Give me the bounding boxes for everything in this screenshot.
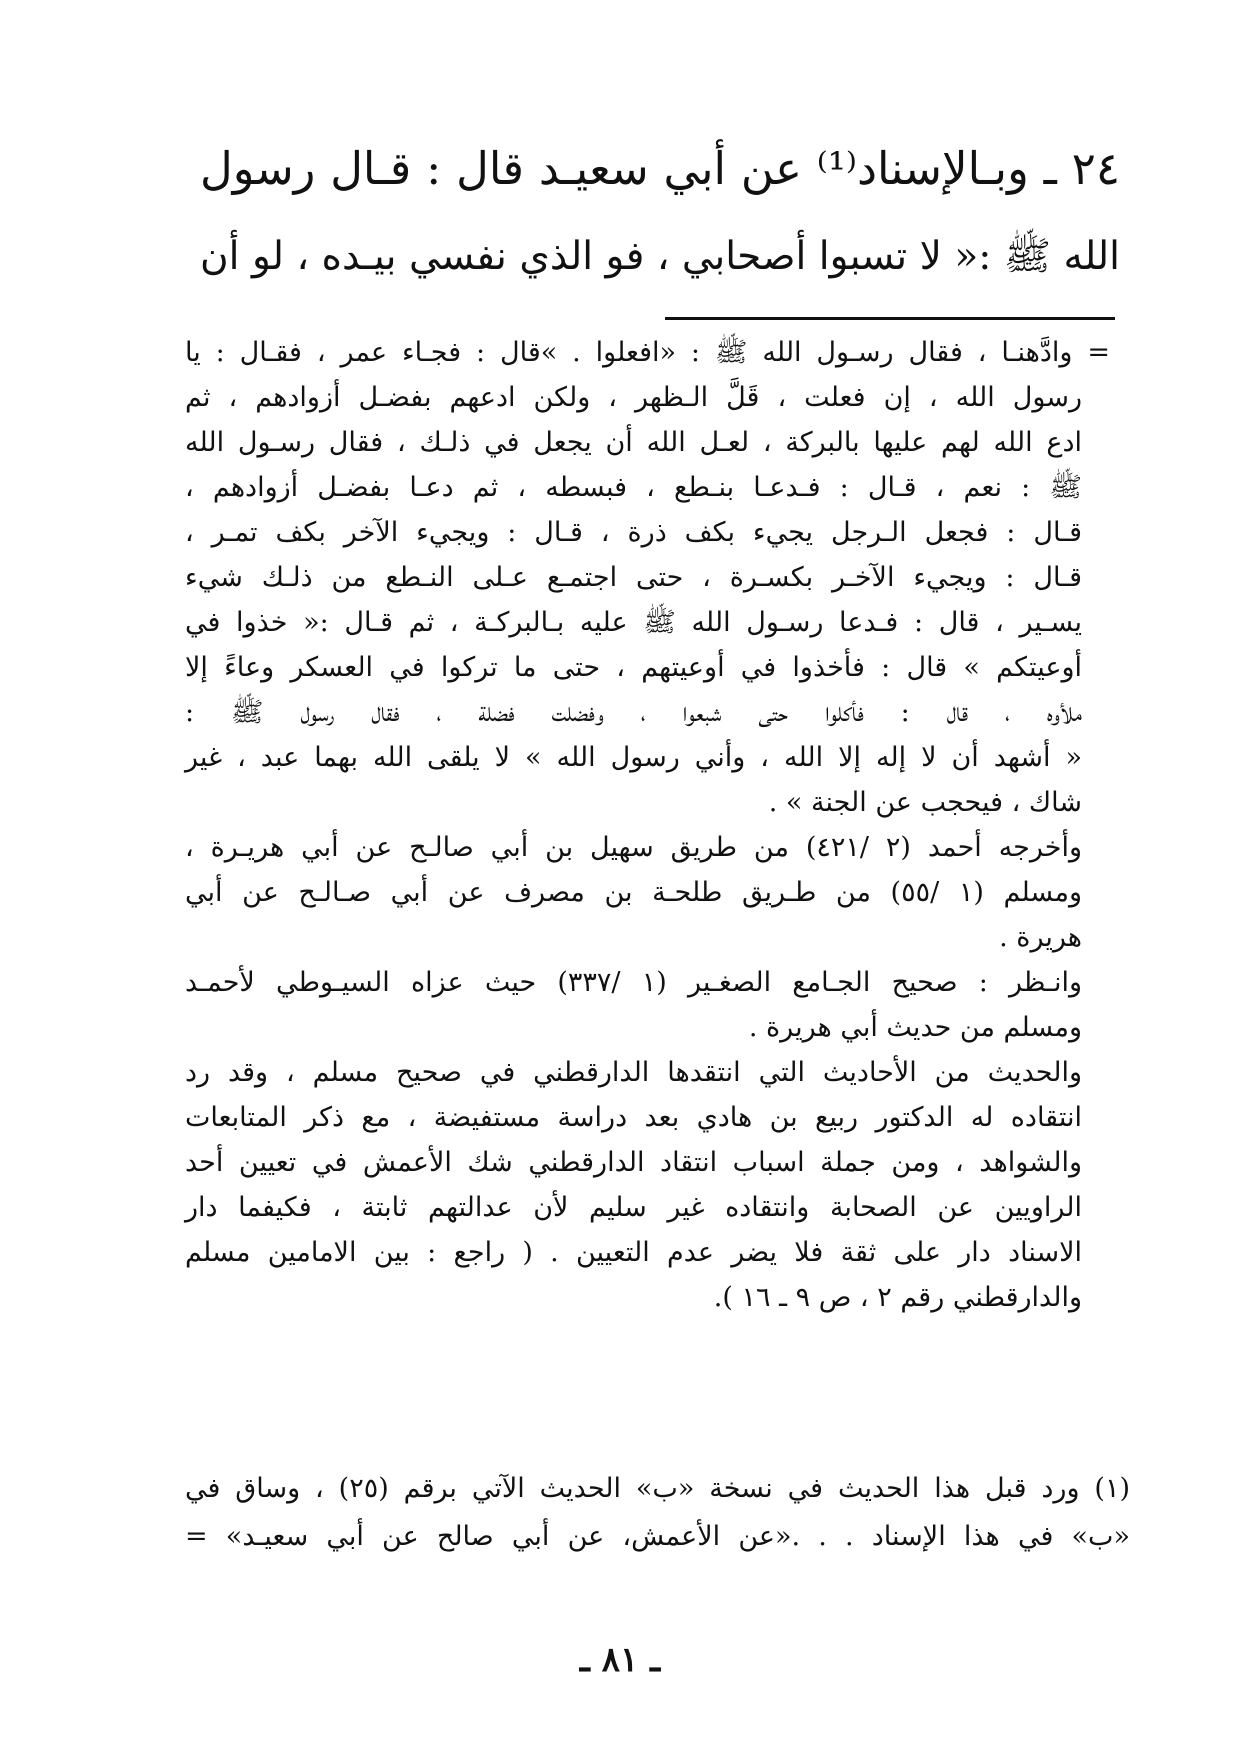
footnote-line: رسول الله ، إن فعلت ، قَلَّ الـظهر ، ولكن ادعهم بفضـل أزوادهم ، ثم [185,382,1082,413]
page-number: ـ ٨١ ـ [579,1640,661,1680]
footnotes-block [185,330,1110,1320]
footnote-separator [665,317,1115,320]
footnote-line: ﷺ : نعم ، قـال : فـدعـا بنـطع ، فبسطه ، ثم دعـا بفضـل أزوادهم ، [185,472,1082,503]
footnote-line: = وادَّهنـا ، فقال رسـول الله ﷺ : «افعلوا . »قال : فجـاء عمر ، فقـال : يا [185,337,1110,368]
footnote-line: والشواهد ، ومن جملة اسباب انتقاد الدارقطني شك الأعمش في تعيين أحد [185,1147,1082,1178]
footnote-line: والدارقطني رقم ٢ ، ص ٩ ـ ١٦ ). [713,1282,1082,1313]
hadith-text [200,125,1120,301]
footnote-line: شاك ، فيحجب عن الجنة » . [768,787,1082,818]
footnote-line: ومسلم من حديث أبي هريرة . [748,1012,1082,1043]
footnote-continuation [185,330,1110,825]
footnote-line: « أشهد أن لا إله إلا الله ، وأني رسول الله » لا يلقى الله بهما عبد ، غير [185,742,1082,773]
footnote-unzur [185,960,1110,1050]
footnote-line: الراويين عن الصحابة وانتقاده غير سليم لأن عدالتهم ثابتة ، فكيفما دار [185,1192,1082,1223]
footnote-line: وأخرجه أحمد (٢ /٤٢١) من طريق سهيل بن أبي صالـح عن أبي هريـرة ، [185,832,1082,863]
footnote-line: ادع الله لهم عليها بالبركة ، لعـل الله أن يجعل في ذلـك ، فقال رسـول الله [185,427,1082,458]
footnote-line: يسـير ، قال : فـدعا رسـول الله ﷺ عليه بـالبركـة ، ثم قـال :« خذوا في [185,607,1082,638]
footnote-line: هريرة . [999,922,1082,953]
footnote-line: وانـظر : صحيح الجـامع الصغـير (١ /٣٣٧) حيث عزاه السيـوطي لأحمـد [185,967,1083,998]
footnote-1 [185,1465,1130,1561]
footnote-line: ملأوه ، قال : فأكلوا حتى شبعوا ، وفضلت فضلة ، فقال رسول ﷺ : [185,697,1082,728]
footnote-discussion [185,1050,1110,1320]
footnote-line: قـال : ويجيء الآخـر بكسـرة ، حتى اجتمـع عـلى النـطع من ذلـك شيء [185,562,1082,593]
footnote-line: انتقاده له الدكتور ربيع بن هادي بعد دراسة مستفيضة ، مع ذكر المتابعات [185,1102,1082,1133]
footnote-line: والحديث من الأحاديث التي انتقدها الدارقطني في صحيح مسلم ، وقد رد [185,1057,1082,1088]
footnote-line: الاسناد دار على ثقة فلا يضر عدم التعيين . ( راجع : بين الامامين مسلم [185,1237,1082,1268]
footnote-line: «ب» في هذا الإسناد . . .«عن الأعمش، عن أبي صالح عن أبي سعيـد» = [185,1521,1130,1552]
footnote-takhrij [185,825,1110,960]
footnote-line: (١) ورد قبل هذا الحديث في نسخة «ب» الحديث الآتي برقم (٢٥) ، وساق في [185,1473,1130,1504]
hadith-line-2: الله ﷺ :« لا تسبوا أصحابي ، فو الذي نفسي بيـده ، لو أن [200,234,1120,279]
hadith-line-1: ٢٤ ـ وبـالإسناد⁽¹⁾ عن أبي سعيـد قال : قـال رسول [200,142,1120,195]
footnote-line: ومسلم (١ /٥٥) من طـريق طلحـة بن مصرف عن أبي صـالـح عن أبي [185,877,1082,908]
footnote-line: أوعيتكم » قال : فأخذوا في أوعيتهم ، حتى ما تركوا في العسكر وعاءً إلا [185,652,1082,683]
footnote-line: قـال : فجعل الـرجل يجيء بكف ذرة ، قـال : ويجيء الآخر بكف تمـر ، [185,517,1082,548]
